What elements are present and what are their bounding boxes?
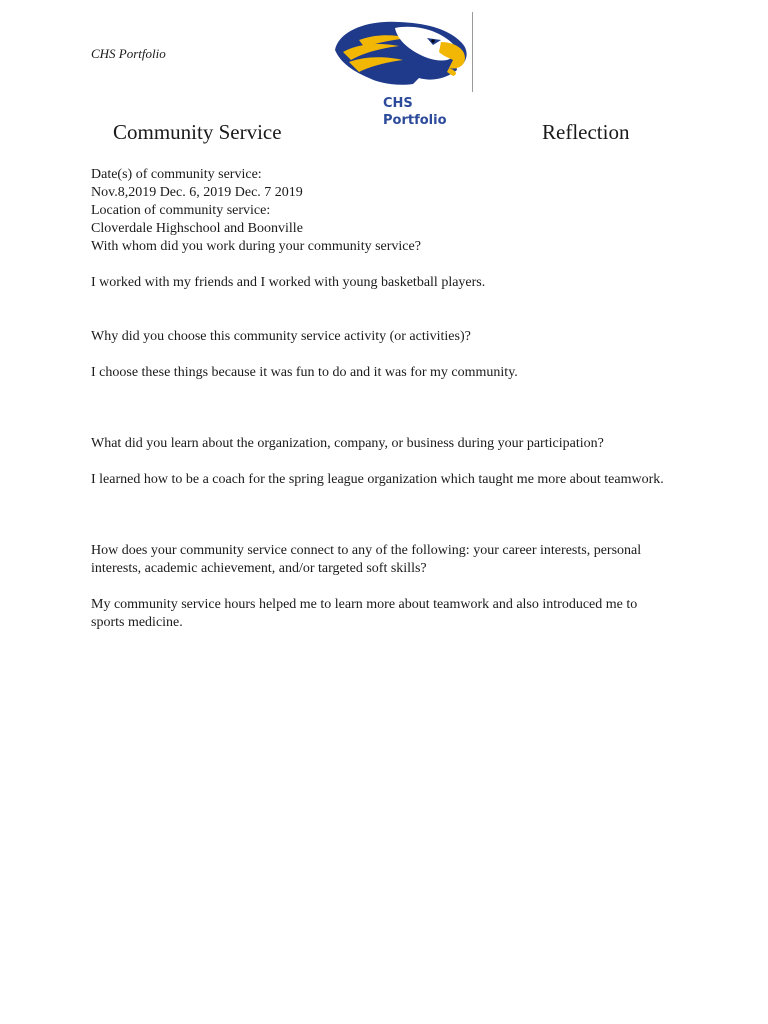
reflection-body [91,166,671,632]
page-title-left: Community Service [113,120,282,144]
answer-3: I learned how to be a coach for the spring league organization which taught me more about teamwork. [91,472,664,487]
answer-2: I choose these things because it was fun to do and it was for my community. [91,365,518,380]
eagle-logo [329,12,473,92]
logo-caption-line2: Portfolio [383,113,447,128]
location-value: Cloverdale Highschool and Boonville [91,221,303,236]
question-1: With whom did you work during your community service? [91,239,421,254]
dates-value: Nov.8,2019 Dec. 6, 2019 Dec. 7 2019 [91,185,303,200]
logo-caption [383,95,447,129]
dates-label: Date(s) of community service: [91,167,262,182]
header-portfolio-label: CHS Portfolio [91,46,166,61]
logo-caption-line1: CHS [383,96,413,111]
location-label: Location of community service: [91,203,271,218]
question-4: How does your community service connect to any of the following: your career interests, personal interests, academic achievement, and/or targeted soft skills? [91,543,642,576]
page-title-right: Reflection [542,120,630,144]
answer-1: I worked with my friends and I worked with young basketball players. [91,275,486,290]
eagle-logo-icon [329,12,473,92]
question-3: What did you learn about the organization, company, or business during your participation? [91,436,604,451]
question-2: Why did you choose this community service activity (or activities)? [91,329,471,344]
logo-divider [472,12,473,92]
answer-4: My community service hours helped me to learn more about teamwork and also introduced me to sports medicine. [91,597,638,630]
